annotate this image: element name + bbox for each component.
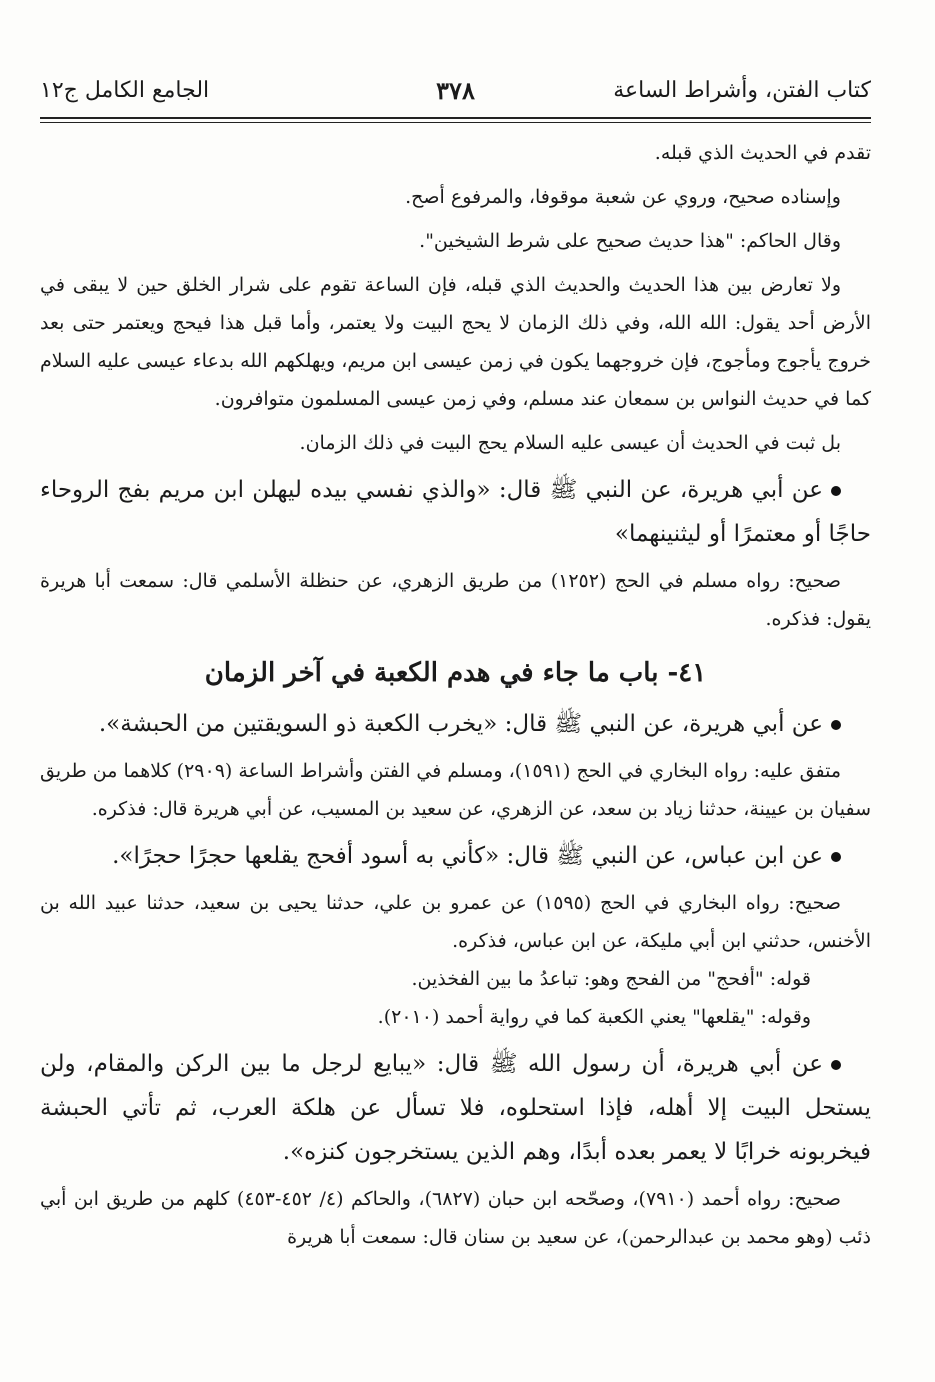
paragraph: بل ثبت في الحديث أن عيسى عليه السلام يحج البيت في ذلك الزمان. [299,432,841,454]
header-rule-thin [40,122,871,123]
paragraph: وإسناده صحيح، وروي عن شعبة موقوفا، والمرفوع أصح. [405,186,841,208]
hadith-text [40,702,871,746]
takhrij-note: صحيح: رواه البخاري في الحج (١٥٩٥) عن عمرو بن علي، حدثنا يحيى بن سعيد، حدثنا عبيد الله بن الأخنس، حدثني ابن أبي مليكة، عن ابن عباس، فذكره. [40,892,871,952]
takhrij-note: صحيح: رواه مسلم في الحج (١٢٥٢) من طريق الزهري، عن حنظلة الأسلمي قال: سمعت أبا هريرة يقول: فذكره. [40,570,871,630]
hadith-body: عن ابن عباس، عن النبي ﷺ قال: «كأني به أسود أفحج يقلعها حجرًا حجرًا». [112,843,823,869]
hadith-text [40,834,871,878]
hadith-text [40,1042,871,1174]
hadith-text [40,468,871,556]
hadith-body: عن أبي هريرة، عن النبي ﷺ قال: «يخرب الكعبة ذو السويقتين من الحبشة». [98,711,823,737]
section-title: ٤١- باب ما جاء في هدم الكعبة في آخر الزمان [204,658,707,688]
takhrij-note: متفق عليه: رواه البخاري في الحج (١٥٩١)، ومسلم في الفتن وأشراط الساعة (٢٩٠٩) كلاهما من طريق سفيان بن عيينة، حدثنا زياد بن سعد، عن الزهري، عن سعيد بن المسيب، عن أبي هريرة قال: فذكره. [40,760,871,820]
hadith-body: عن أبي هريرة، عن النبي ﷺ قال: «والذي نفسي بيده ليهلن ابن مريم بفج الروحاء حاجًا أو معتمرًا أو ليثنينهما» [40,477,871,547]
bullet-icon [831,1060,841,1070]
hadith-body: عن أبي هريرة، أن رسول الله ﷺ قال: «يبايع لرجل ما بين الركن والمقام، ولن يستحل البيت إلا أهله، فإذا استحلوه، فلا تسأل عن هلكة العرب، ثم تأتي الحبشة فيخربونه خرابًا لا يعمر بعده أبدًا، وهم الذين يستخرجون كنزه». [40,1051,871,1165]
bullet-icon [831,486,841,496]
paragraph: ولا تعارض بين هذا الحديث والحديث الذي قبله، فإن الساعة تقوم على شرار الخلق حين لا يبقى في الأرض أحد يقول: الله الله، وفي ذلك الزمان لا يحج البيت ولا يعتمر، وأما قبل هذا فيحج ويعتمر حتى بعد خروج يأجوج ومأجوج، فإن خروجهما يكون في زمن عيسى ابن مريم، ويهلكهم الله بدعاء عيسى عليه السلام كما في حديث النواس بن سمعان عند مسلم، وفي زمن عيسى المسلمون متوافرون. [40,274,871,410]
page-body [40,134,871,1256]
explanation-note: قوله: "أفحج" من الفحج وهو: تباعدُ ما بين الفخذين. [411,968,811,990]
paragraph: تقدم في الحديث الذي قبله. [654,142,871,164]
header-book-title: الجامع الكامل ج١٢ [40,77,210,103]
bullet-icon [831,852,841,862]
takhrij-note: صحيح: رواه أحمد (٧٩١٠)، وصحّحه ابن حبان (٦٨٢٧)، والحاكم (٤/ ٤٥٢-٤٥٣) كلهم من طريق ابن أبي ذئب (وهو محمد بن عبدالرحمن)، عن سعيد بن سنان قال: سمعت أبا هريرة [40,1188,871,1248]
bullet-icon [831,720,841,730]
paragraph: وقال الحاكم: "هذا حديث صحيح على شرط الشيخين". [419,230,841,252]
header-rule-thick [40,117,871,119]
running-header [40,68,871,112]
header-chapter-title: كتاب الفتن، وأشراط الساعة [613,77,871,103]
explanation-note: وقوله: "يقلعها" يعني الكعبة كما في رواية أحمد (٢٠١٠). [377,1006,811,1028]
page-number: ٣٧٨ [436,75,475,105]
